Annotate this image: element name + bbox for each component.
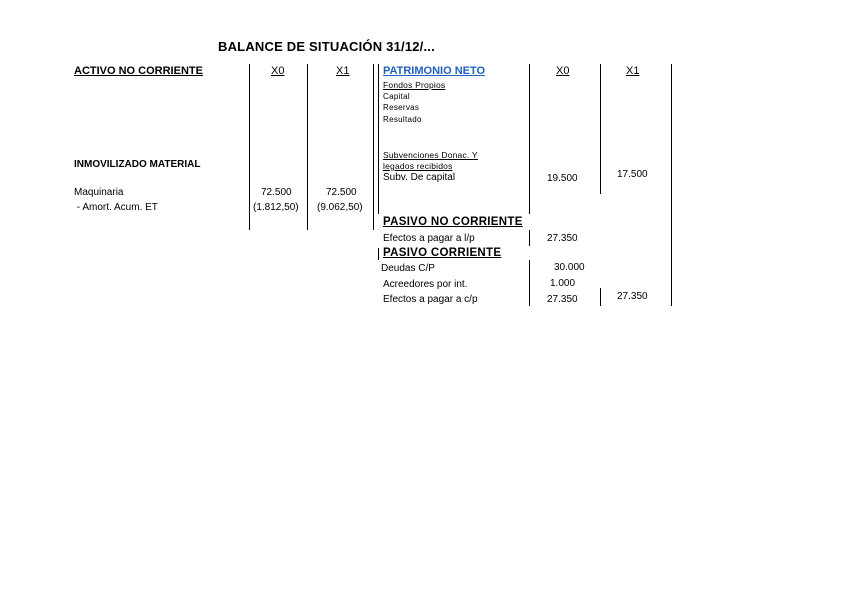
subv-capital-x1-value: 17.500: [617, 169, 648, 180]
efectos-cp-x1-value: 27.350: [617, 291, 648, 302]
pasivo-left-border-top: [378, 64, 379, 214]
efectos-cp-label: Efectos a pagar a c/p: [383, 294, 478, 305]
amort-acum-x0-value: (1.812,50): [253, 202, 299, 213]
pasivo-no-corriente-header: PASIVO NO CORRIENTE: [383, 216, 523, 228]
page-title: BALANCE DE SITUACIÓN 31/12/...: [218, 39, 435, 54]
inmovilizado-material-label: INMOVILIZADO MATERIAL: [74, 159, 201, 170]
pasivo-right-border: [671, 64, 672, 306]
efectos-cp-x0-value: 27.350: [547, 294, 578, 305]
pasivo-column-divider-1c: [529, 260, 530, 306]
subv-capital-x0-value: 19.500: [547, 173, 578, 184]
pasivo-left-border-pc: [378, 248, 379, 260]
pasivo-column-divider-1: [529, 64, 530, 214]
pasivo-column-divider-2: [600, 64, 601, 194]
maquinaria-x0-value: 72.500: [261, 187, 292, 198]
patrimonio-neto-header: PATRIMONIO NETO: [383, 65, 486, 77]
deudas-cp-x0-value: 30.000: [554, 262, 585, 273]
amort-acum-label: - Amort. Acum. ET: [74, 202, 158, 213]
subvenciones-label-line2: legados recibidos: [383, 161, 453, 171]
capital-label: Capital: [383, 92, 411, 101]
pasivo-column-divider-2b: [600, 288, 601, 306]
efectos-lp-x0-value: 27.350: [547, 233, 578, 244]
maquinaria-x1-value: 72.500: [326, 187, 357, 198]
acreedores-label: Acreedores por int.: [383, 279, 468, 290]
activo-column-divider-1: [249, 64, 250, 230]
pasivo-column-divider-1b: [529, 230, 530, 246]
pasivo-col-x1-header: X1: [626, 65, 640, 77]
deudas-cp-label: Deudas C/P: [381, 263, 435, 274]
activo-col-x0-header: X0: [271, 65, 285, 77]
resultado-label: Resultado: [383, 115, 422, 124]
subvenciones-label-line1: Subvenciones Donac. Y: [383, 150, 478, 160]
pasivo-col-x0-header: X0: [556, 65, 570, 77]
amort-acum-x1-value: (9.062,50): [317, 202, 363, 213]
pasivo-corriente-header: PASIVO CORRIENTE: [383, 247, 502, 259]
subv-capital-label: Subv. De capital: [383, 172, 456, 183]
fondos-propios-label: Fondos Propios: [383, 80, 446, 90]
maquinaria-label: Maquinaria: [74, 187, 124, 198]
efectos-lp-label: Efectos a pagar a l/p: [383, 233, 475, 244]
activo-no-corriente-header: ACTIVO NO CORRIENTE: [74, 65, 203, 77]
activo-column-divider-3: [373, 64, 374, 230]
activo-column-divider-2: [307, 64, 308, 230]
reservas-label: Reservas: [383, 103, 420, 112]
activo-col-x1-header: X1: [336, 65, 350, 77]
acreedores-x0-value: 1.000: [550, 278, 576, 289]
